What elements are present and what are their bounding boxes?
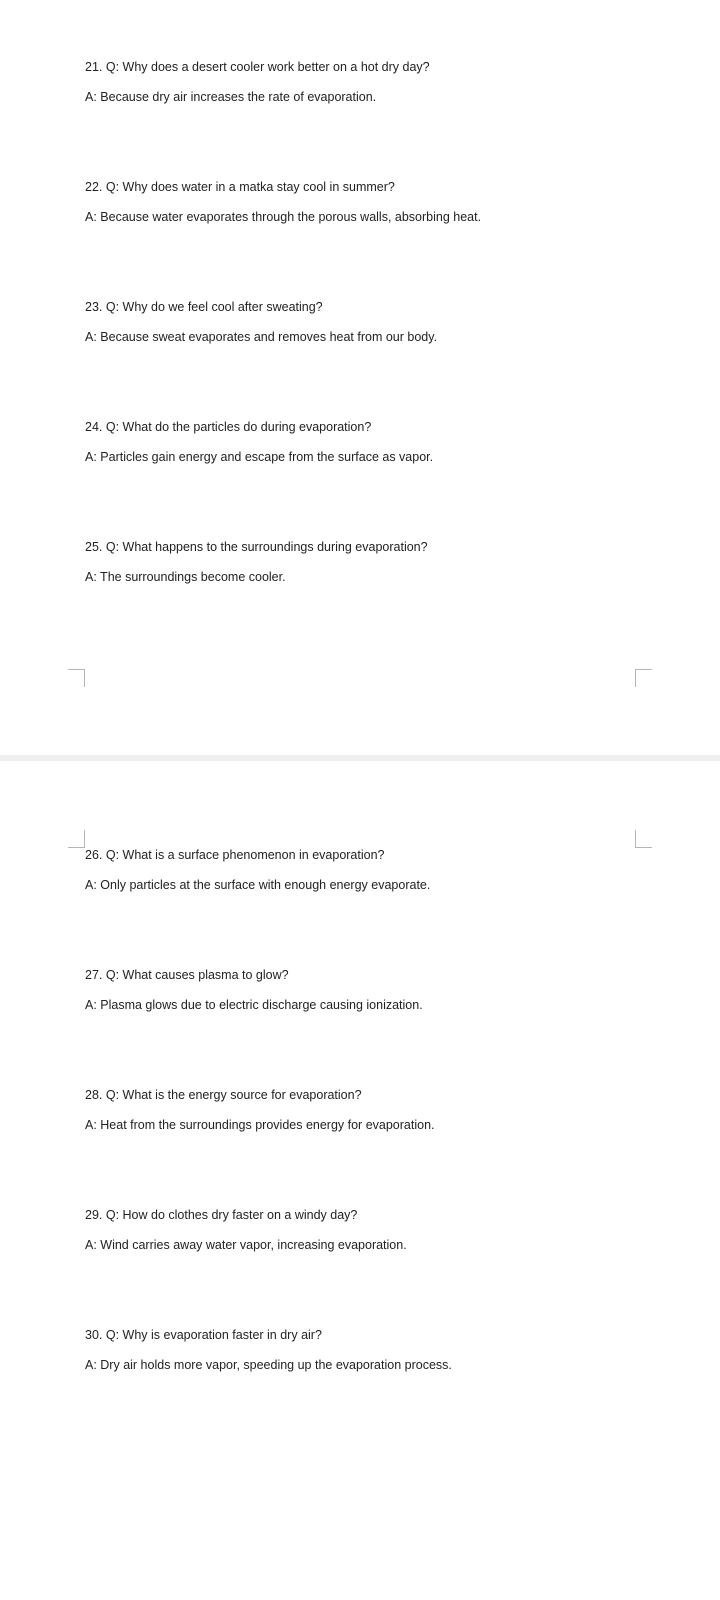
question-text: 25. Q: What happens to the surroundings during evaporation? [85, 540, 428, 554]
answer-text: A: Heat from the surroundings provides energy for evaporation. [85, 1118, 435, 1132]
question-text: 21. Q: Why does a desert cooler work better on a hot dry day? [85, 60, 430, 74]
answer-text: A: Because dry air increases the rate of evaporation. [85, 90, 377, 104]
document-page-2 [0, 761, 720, 1600]
answer-text: A: Only particles at the surface with enough energy evaporate. [85, 878, 431, 892]
answer-text: A: Particles gain energy and escape from the surface as vapor. [85, 450, 434, 464]
question-text: 23. Q: Why do we feel cool after sweating? [85, 300, 323, 314]
margin-corner-mark-top-right [635, 830, 652, 848]
answer-text: A: Dry air holds more vapor, speeding up the evaporation process. [85, 1358, 452, 1372]
answer-text: A: Because water evaporates through the porous walls, absorbing heat. [85, 210, 482, 224]
question-text: 24. Q: What do the particles do during evaporation? [85, 420, 372, 434]
answer-text: A: The surroundings become cooler. [85, 570, 286, 584]
document-page-1 [0, 0, 720, 755]
question-text: 28. Q: What is the energy source for evaporation? [85, 1088, 362, 1102]
question-text: 29. Q: How do clothes dry faster on a windy day? [85, 1208, 358, 1222]
question-text: 30. Q: Why is evaporation faster in dry air? [85, 1328, 322, 1342]
answer-text: A: Wind carries away water vapor, increasing evaporation. [85, 1238, 407, 1252]
question-text: 22. Q: Why does water in a matka stay cool in summer? [85, 180, 395, 194]
question-text: 27. Q: What causes plasma to glow? [85, 968, 289, 982]
answer-text: A: Because sweat evaporates and removes heat from our body. [85, 330, 438, 344]
margin-corner-mark-bottom-right [635, 669, 652, 687]
answer-text: A: Plasma glows due to electric discharge causing ionization. [85, 998, 423, 1012]
margin-corner-mark-bottom-left [68, 669, 85, 687]
question-text: 26. Q: What is a surface phenomenon in evaporation? [85, 848, 385, 862]
margin-corner-mark-top-left [68, 830, 85, 848]
